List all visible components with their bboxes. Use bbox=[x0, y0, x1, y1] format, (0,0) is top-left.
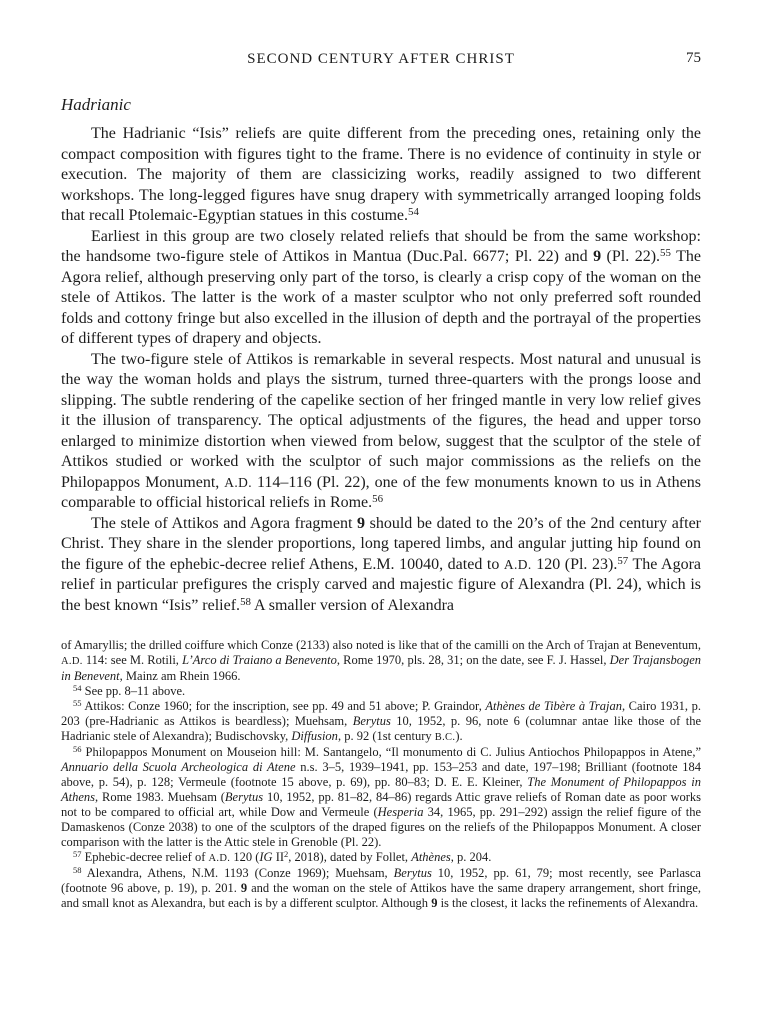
paragraph-2: Earliest in this group are two closely related reliefs that should be from the same workshop: the handsome two-figure stele of Attikos in Mantua (Duc.Pal. 6677; Pl. 22) and 9 (Pl. 22).$^{55}$ The Agora relief, although preserving only part of the torso, is clearly a crisp copy of the woman on the stele of Attikos. The latter is the work of a master sculptor who not only preferred soft rounded folds and cottony fringe but also excelled in the illusion of depth and the portrayal of the properties of different types of drapery and objects. bbox=[61, 227, 701, 347]
paragraph-4: The stele of Attikos and Agora fragment 9 should be dated to the 20’s of the 2nd century after Christ. They share in the slender proportions, long tapered limbs, and angular jutting hip found on the figure of the ephebic-decree relief Athens, E.M. 10040, dated to A.D. 120 (Pl. 23).$^{57}$ The Agora relief in particular prefigures the crisply carved and majestic figure of Alexandra (Pl. 24), which is the best known “Isis” relief.$^{58}$ A smaller version of Alexandra bbox=[61, 514, 702, 614]
footnote-54: $^{54}$ See pp. 8–11 above. bbox=[73, 683, 186, 698]
footnote-continuation: of Amaryllis; the drilled coiffure which Conze (2133) also noted is like that of the camilli on the Arch of Trajan at Beneventum, A.D. 114: see M. Rotili, L’Arco di Traiano a Benevento, Rome 1970, pls. 28, 31; on the date, see F. J. Hassel, Der Trajansbogen in Benevent, Mainz am Rhein 1966. bbox=[61, 638, 701, 683]
footnote-57: $^{57}$ Ephebic-decree relief of A.D. 120 (IG $II^2$, 2018), dated by Follet, Athènes, p. 204. bbox=[73, 849, 492, 864]
footnote-55: $^{55}$ Attikos: Conze 1960; for the inscription, see pp. 49 and 51 above; P. Graindor, Athènes de Tibère à Trajan, Cairo 1931, p. 203 (pre-Hadrianic as Attikos is beardless); Muehsam, Berytus 10, 1952, p. 96, note 6 (columnar antae like those of the Hadrianic stele of Alexandra); Budischovsky, Diffusion, p. 92 (1st century B.C.). bbox=[61, 698, 701, 743]
running-head bbox=[61, 50, 701, 70]
footnote-56: $^{56}$ Philopappos Monument on Mouseion hill: M. Santangelo, “Il monumento di C. Julius Antiochos Philopappos in Atene,” Annuario della Scuola Archeologica di Atene n.s. 3–5, 1939–1941, pp. 153–253 and date, 197–198; Brilliant (footnote 184 above, p. 54), p. 128; Vermeule (footnote 15 above, p. 69), pp. 80–83; D. E. E. Kleiner, The Monument of Philopappos in Athens, Rome 1983. Muehsam (Berytus 10, 1952, pp. 81–82, 84–86) regards Attic grave reliefs of Roman date as poor works not to be compared to official art, while Dow and Vermeule (Hesperia 34, 1965, pp. 291–292) assign the relief figure of the Damaskenos (Conze 2038) to one of the sculptors of the draped figures on the reliefs of the Philopappos Monument. A closer comparison with the latter is the Attic stele in Grenoble (Pl. 22). bbox=[61, 744, 702, 849]
page-number: 75 bbox=[686, 50, 701, 66]
footnotes bbox=[61, 638, 701, 911]
section-heading: Hadrianic bbox=[61, 95, 131, 114]
paragraph-3: The two-figure stele of Attikos is remarkable in several respects. Most natural and unusual is the way the woman holds and plays the sistrum, turned three-quarters with the prongs loose and slipping. The subtle rendering of the capelike section of her fringed mantle in very low relief gives it the illusion of transparency. The optical adjustments of the figures, the head and upper torso enlarged to minimize distortion when viewed from below, suggest that the sculptor of the stele of Attikos studied or worked with the sculptor of such major commissions as the reliefs on the Philopappos Monument, A.D. 114–116 (Pl. 22), one of the few monuments known to us in Athens comparable to official historical reliefs in Rome.$^{56}$ bbox=[61, 350, 701, 511]
running-head-title: SECOND CENTURY AFTER CHRIST bbox=[247, 51, 515, 67]
footnote-58: $^{58}$ Alexandra, Athens, N.M. 1193 (Conze 1969); Muehsam, Berytus 10, 1952, pp. 61, 79; most recently, see Parlasca (footnote 96 above, p. 19), p. 201. 9 and the woman on the stele of Attikos have the same drapery arrangement, short fringe, and small knot as Alexandra, but each is by a different sculptor. Although 9 is the closest, it lacks the refinements of Alexandra. bbox=[61, 865, 701, 910]
body-text bbox=[61, 124, 701, 616]
paragraph-1: The Hadrianic “Isis” reliefs are quite different from the preceding ones, retaining only the compact composition with figures tight to the frame. There is no evidence of continuity in style or execution. The majority of them are classicizing works, readily assigned to two different workshops. The long-legged figures have snug drapery with symmetrically arranged looping folds that recall Ptolemaic-Egyptian statues in this costume.$^{54}$ bbox=[61, 125, 701, 224]
